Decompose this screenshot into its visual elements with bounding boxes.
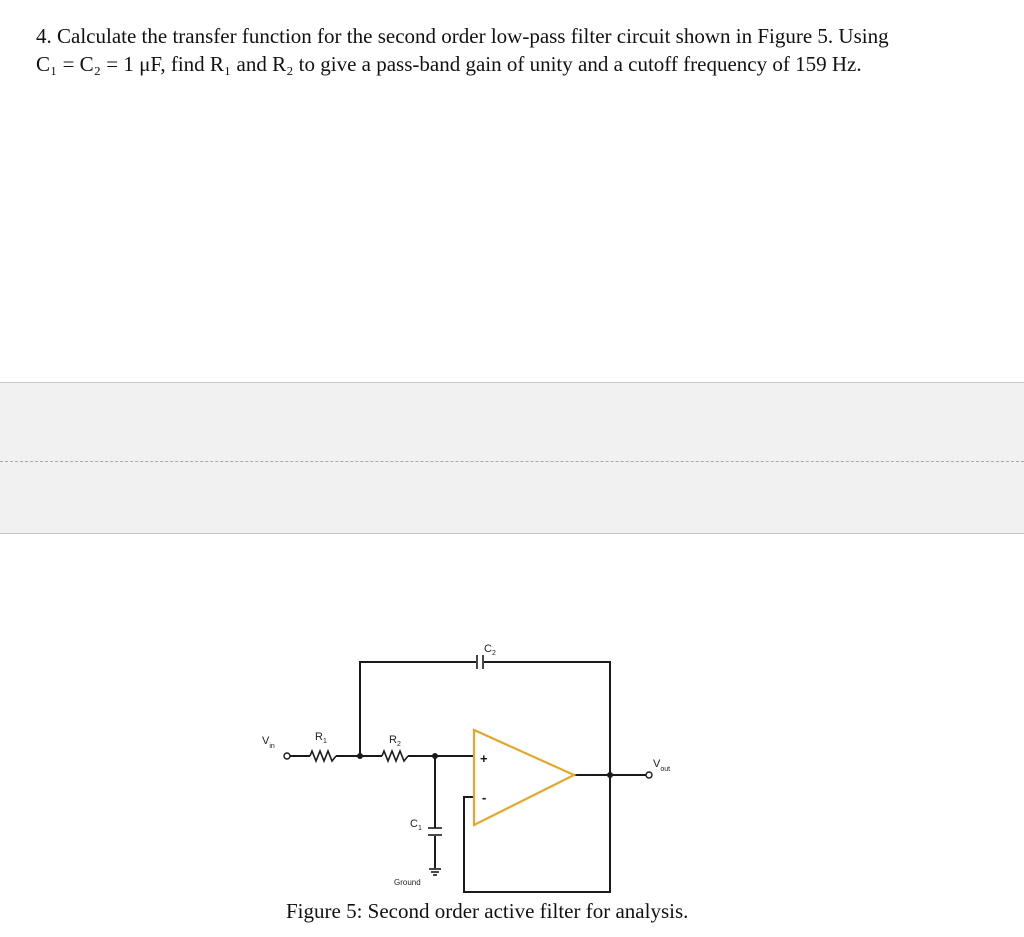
wire-c2-left [360, 662, 476, 756]
opamp-plus-sign: + [480, 751, 488, 766]
vin-label: $V_{in}$ [262, 735, 275, 750]
junction-node-a [357, 753, 363, 759]
vin-terminal [284, 753, 290, 759]
c1-label: $C_1$ [410, 818, 422, 832]
junction-node-b [432, 753, 438, 759]
circuit-diagram [240, 630, 700, 900]
vout-label: $V_{out}$ [653, 758, 671, 773]
capacitor-c2 [477, 655, 483, 669]
c2-label: $C_2$ [484, 643, 496, 657]
question-line-2: C₁ = C₂ = 1 μF, find R₁ and R₂ to give a pass-band gain of unity and a cutoff frequency of 159 Hz. [36, 52, 862, 76]
r1-label: $R_1$ [315, 731, 327, 745]
question-text [36, 22, 996, 78]
ground-symbol [429, 869, 441, 875]
resistor-r1 [310, 751, 336, 761]
junction-output [607, 772, 613, 778]
r2-label: $R_2$ [389, 734, 401, 748]
capacitor-c1 [428, 828, 442, 835]
answer-divider [0, 461, 1024, 462]
vout-terminal [646, 772, 652, 778]
circuit-figure [240, 630, 700, 900]
question-line-1: 4. Calculate the transfer function for the second order low-pass filter circuit shown in Figure 5. Using [36, 24, 889, 48]
wires [290, 662, 646, 892]
figure-caption: Figure 5: Second order active filter for analysis. [286, 899, 689, 923]
resistor-r2 [382, 751, 408, 761]
answer-area[interactable] [0, 382, 1024, 534]
ground-label: Ground [394, 878, 421, 887]
opamp-minus-sign: - [482, 790, 487, 805]
opamp-triangle [474, 730, 574, 825]
